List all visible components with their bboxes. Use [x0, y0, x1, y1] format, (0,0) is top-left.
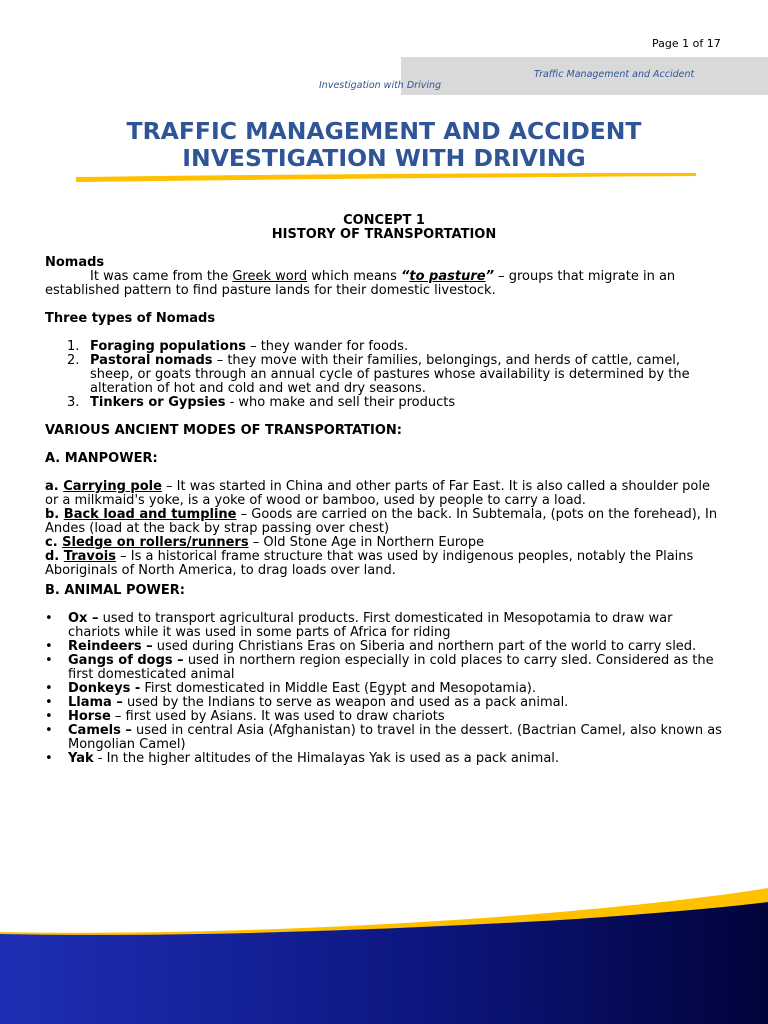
animal-power-heading: B. ANIMAL POWER:: [45, 583, 185, 598]
list-item: 2. Pastoral nomads – they move with their families, belongings, and herds of cattle, camel, sheep, or goats through an annual cycle of pastures whose availability is determined by the alteration of hot and cold and wet and dry seasons.: [67, 353, 690, 396]
document-body: [45, 256, 725, 766]
nomads-paragraph: It was came from the Greek word which means “to pasture” – groups that migrate in an established pattern to find pasture lands for their domestic livestock.: [45, 269, 676, 298]
manpower-heading: A. MANPOWER:: [45, 451, 158, 466]
list-item: • Camels – used in central Asia (Afghanistan) to travel in the dessert. (Bactrian Camel, also known as Mongolian Camel): [45, 723, 722, 752]
header-title-left: Investigation with Driving: [319, 80, 442, 91]
nomad-types-heading: Three types of Nomads: [45, 311, 216, 326]
title-underline: [76, 170, 696, 184]
various-modes-heading: VARIOUS ANCIENT MODES OF TRANSPORTATION:: [45, 423, 402, 438]
page-number: Page 1 of 17: [652, 37, 721, 50]
list-item: a. Carrying pole – It was started in China and other parts of Far East. It is also called a shoulder pole or a milkmaid's yoke, is a yoke of wood or bamboo, used by people to carry a load.: [45, 479, 710, 508]
list-item: • Llama – used by the Indians to serve as weapon and used as a pack animal.: [45, 695, 569, 710]
concept-name: HISTORY OF TRANSPORTATION: [271, 227, 497, 242]
list-item: • Gangs of dogs – used in northern region especially in cold places to carry sled. Considered as the first domesticated animal: [45, 653, 714, 682]
list-item: 3. Tinkers or Gypsies - who make and sell their products: [67, 395, 456, 410]
list-item: 1. Foraging populations – they wander for foods.: [67, 339, 409, 354]
header-title-right: Traffic Management and Accident: [534, 69, 695, 80]
greek-word-link[interactable]: Greek word: [232, 269, 308, 284]
list-item: c. Sledge on rollers/runners – Old Stone Age in Northern Europe: [45, 535, 485, 550]
footer-wave-decoration: [0, 880, 768, 1024]
list-item: • Reindeers – used during Christians Eras on Siberia and northern part of the world to carry sled.: [45, 639, 697, 654]
list-item: • Yak - In the higher altitudes of the Himalayas Yak is used as a pack animal.: [45, 751, 560, 766]
concept-heading: [0, 214, 768, 242]
title-line-1: TRAFFIC MANAGEMENT AND ACCIDENT: [126, 117, 642, 145]
list-item: • Donkeys - First domesticated in Middle East (Egypt and Mesopotamia).: [45, 681, 536, 696]
title-line-2: INVESTIGATION WITH DRIVING: [182, 144, 586, 172]
list-item: • Horse – first used by Asians. It was used to draw chariots: [45, 709, 445, 724]
document-title: [40, 118, 728, 172]
manpower-list: [45, 480, 725, 578]
concept-number: CONCEPT 1: [343, 213, 425, 228]
list-item: • Ox – used to transport agricultural products. First domesticated in Mesopotamia to draw war chariots while it was used in some parts of Africa for riding: [45, 611, 673, 640]
nomads-heading: Nomads: [45, 255, 105, 270]
nomad-types-list: [45, 340, 725, 410]
list-item: d. Travois – Is a historical frame structure that was used by indigenous peoples, notably the Plains Aboriginals of North America, to drag loads over land.: [45, 549, 694, 578]
animal-power-list: [45, 612, 725, 766]
list-item: b. Back load and tumpline – Goods are carried on the back. In Subtemala, (pots on the forehead), In Andes (load at the back by strap passing over chest): [45, 507, 718, 536]
